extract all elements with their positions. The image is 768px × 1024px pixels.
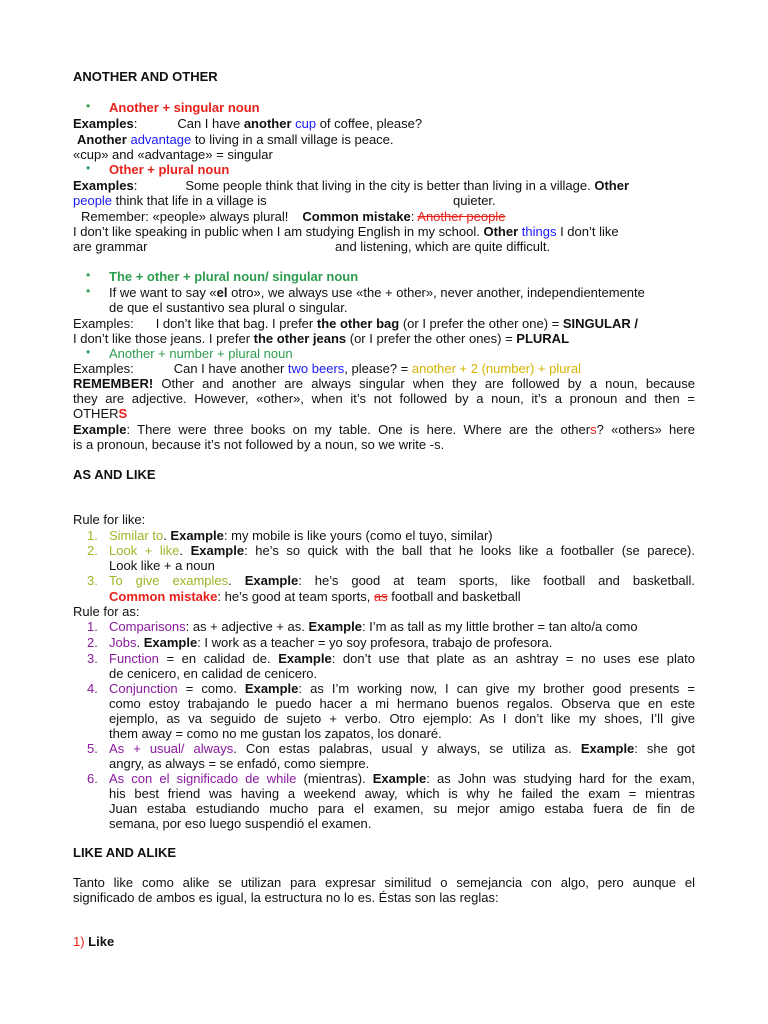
- example-line: Example: There were three books on my table. One is here. Where are the others? «others» here: [73, 422, 695, 437]
- bullet-icon: •: [86, 345, 91, 359]
- list-number: 1.: [87, 619, 98, 634]
- remember-line: OTHERS: [73, 406, 128, 421]
- list-number: 3.: [87, 651, 98, 666]
- bullet-icon: •: [86, 161, 91, 175]
- list-item-cont: ejemplo, as va seguido de sujeto + verbo. Otro ejemplo: As I don’t like my shoes, I’ll give: [109, 711, 695, 726]
- bullet-icon: •: [86, 268, 91, 282]
- list-item-cont: Juan estaba estudiando mucho para el examen, su mejor amigo estaba fuera de fin de: [109, 801, 695, 816]
- list-number: 6.: [87, 771, 98, 786]
- list-item-cont: semana, por eso luego suspendió el examen.: [109, 816, 372, 831]
- list-item-cont: como estoy trabajando le puedo hacer a mi hermano buenos regalos. Observa que en este: [109, 696, 695, 711]
- list-item-cont: them away = como no me gustan los zapatos, los donaré.: [109, 726, 442, 741]
- text-line: «cup» and «advantage» = singular: [73, 147, 273, 162]
- section-title-like-alike: LIKE AND ALIKE: [73, 845, 177, 860]
- rule-heading-the-other: The + other + plural noun/ singular noun: [109, 269, 359, 284]
- list-item-cont: de cenicero, en calidad de cenicero.: [109, 666, 318, 681]
- rule-for-as: Rule for as:: [73, 604, 140, 619]
- list-number: 4.: [87, 681, 98, 696]
- example-line: Another advantage to living in a small village is peace.: [77, 132, 394, 147]
- remember-line: REMEMBER! Other and another are always singular when they are followed by a noun, because: [73, 376, 695, 391]
- rule-for-like: Rule for like:: [73, 512, 146, 527]
- list-item: Function = en calidad de. Example: don’t use that plate as an ashtray = no uses ese plato: [109, 651, 695, 666]
- bullet-text-cont: de que el sustantivo sea plural o singular.: [109, 300, 348, 315]
- list-number: 3.: [87, 573, 98, 588]
- list-item-cont: angry, as always = se enfadó, como siempre.: [109, 756, 370, 771]
- list-item-cont: Look like + a noun: [109, 558, 215, 573]
- example-line: I don’t like those jeans. I prefer the other jeans (or I prefer the other ones) = PLURAL: [73, 331, 570, 346]
- list-number: 2.: [87, 543, 98, 558]
- list-number: 5.: [87, 741, 98, 756]
- reminder-line: Remember: «people» always plural! Common mistake: Another people: [81, 209, 506, 224]
- list-item: Look + like. Example: he’s so quick with the ball that he looks like a footballer (se parece).: [109, 543, 695, 558]
- example-line: Examples: Can I have another two beers, please? = another + 2 (number) + plural: [73, 361, 581, 376]
- rule-heading-other-plural: Other + plural noun: [109, 162, 230, 177]
- example-line-end: quieter.: [453, 193, 496, 208]
- rule-heading-another-number: Another + number + plural noun: [109, 346, 293, 361]
- list-item: Comparisons: as + adjective + as. Example: I’m as tall as my little brother = tan alto/a como: [109, 619, 638, 634]
- paragraph-line: Tanto like como alike se utilizan para expresar similitud o semejancia con algo, pero aunque el: [73, 875, 695, 890]
- list-number: 1.: [87, 528, 98, 543]
- example-line: Examples: Can I have another cup of coffee, please?: [73, 116, 423, 131]
- list-item-cont: his best friend was having a weekend away, which is why he failed the exam = mientras: [109, 786, 695, 801]
- list-item: As + usual/ always. Con estas palabras, usual y always, se utiliza as. Example: she got: [109, 741, 695, 756]
- paragraph-line: significado de ambos es igual, la estructura no lo es. Éstas son las reglas:: [73, 890, 499, 905]
- example-line: I don’t like speaking in public when I am studying English in my school. Other things I don’t like: [73, 224, 619, 239]
- example-line: people think that life in a village is: [73, 193, 267, 208]
- example-line: is a pronoun, because it’s not followed by a noun, so we write -s.: [73, 437, 445, 452]
- subheading-like: 1) Like: [73, 934, 115, 949]
- list-item: As con el significado de while (mientras). Example: as John was studying hard for the exam,: [109, 771, 695, 786]
- list-item: Jobs. Example: I work as a teacher = yo soy profesora, trabajo de profesora.: [109, 635, 553, 650]
- example-line-end: and listening, which are quite difficult.: [335, 239, 551, 254]
- bullet-icon: •: [86, 284, 91, 298]
- list-item: To give examples. Example: he’s good at team sports, like football and basketball.: [109, 573, 695, 588]
- section-title-another-other: ANOTHER AND OTHER: [73, 69, 218, 84]
- remember-line: they are adjective. However, «other», when it’s not followed by a noun, it’s a pronoun and then =: [73, 391, 695, 406]
- list-item: Similar to. Example: my mobile is like yours (como el tuyo, similar): [109, 528, 493, 543]
- bullet-text: If we want to say «el otro», we always use «the + other», never another, independientemente: [109, 285, 645, 300]
- example-line: Examples: I don’t like that bag. I prefer the other bag (or I prefer the other one) = SINGULAR /: [73, 316, 638, 331]
- bullet-icon: •: [86, 99, 91, 113]
- rule-heading-another-singular: Another + singular noun: [109, 100, 260, 115]
- list-number: 2.: [87, 635, 98, 650]
- example-line: are grammar: [73, 239, 148, 254]
- list-item-cont: Common mistake: he’s good at team sports, as football and basketball: [109, 589, 521, 604]
- list-item: Conjunction = como. Example: as I’m working now, I can give my brother good presents =: [109, 681, 695, 696]
- section-title-as-like: AS AND LIKE: [73, 467, 156, 482]
- example-line: Examples: Some people think that living in the city is better than living in a village. Other: [73, 178, 630, 193]
